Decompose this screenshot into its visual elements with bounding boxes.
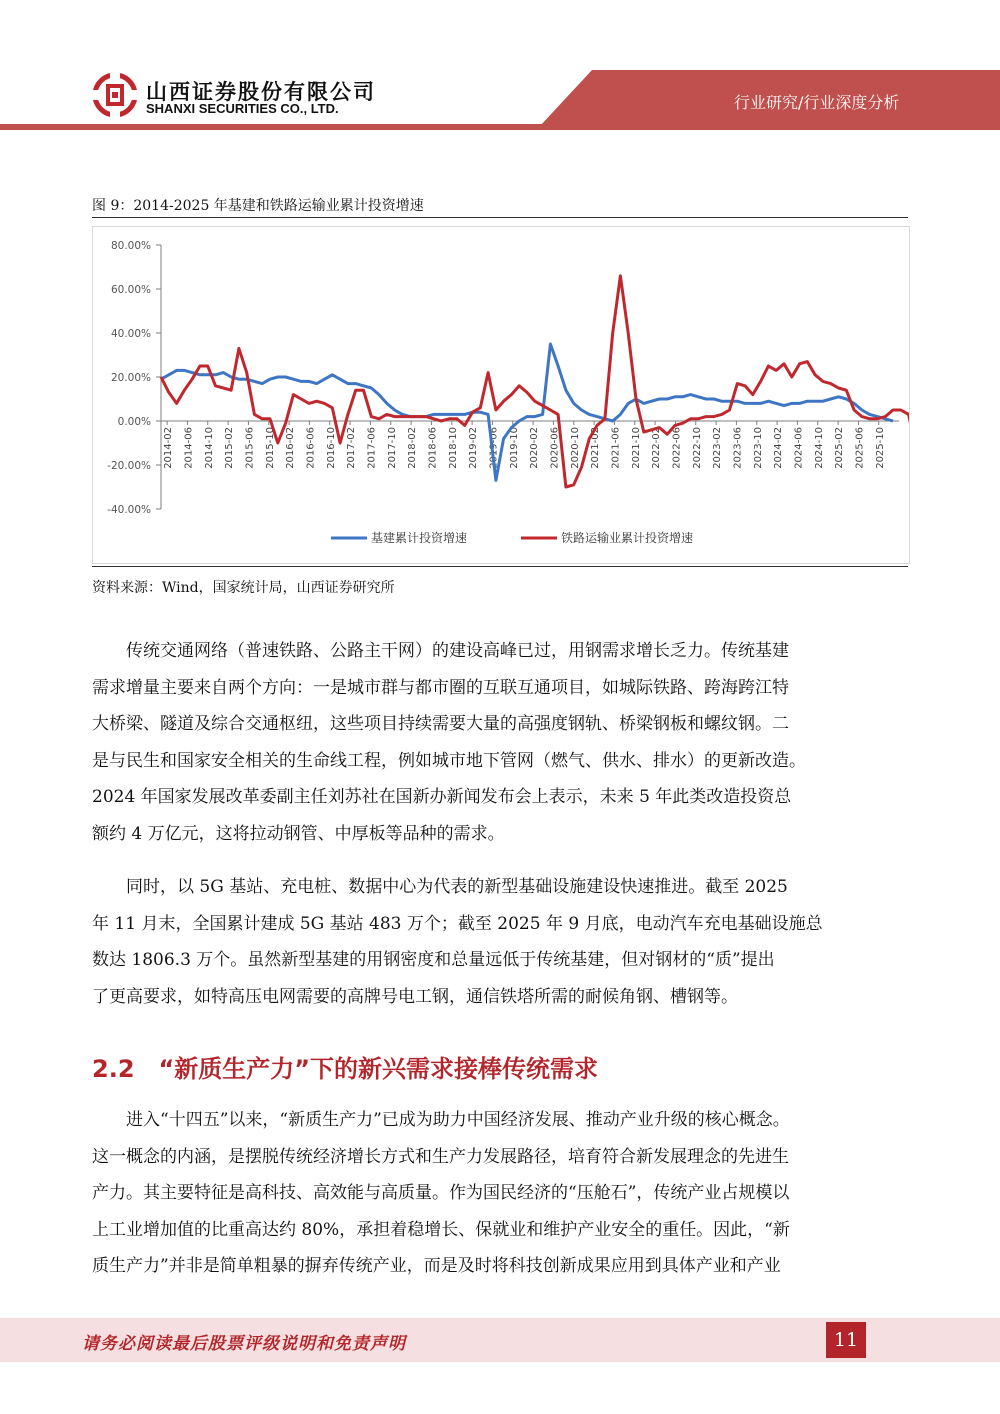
x-tick-label: 2014-10 <box>203 427 215 469</box>
legend-label: 基建累计投资增速 <box>371 531 468 545</box>
para-line: 同时，以 5G 基站、充电桩、数据中心为代表的新型基础设施建设快速推进。截至 2025 <box>92 877 788 897</box>
y-tick-label: 0.00% <box>117 416 151 428</box>
x-tick-label: 2023-06 <box>732 427 744 469</box>
x-tick-label: 2022-02 <box>651 427 663 469</box>
x-tick-label: 2014-06 <box>183 427 195 469</box>
page-number: 11 <box>826 1322 866 1358</box>
page-header <box>0 0 1000 135</box>
company-name-en: SHANXI SECURITIES CO., LTD. <box>146 101 339 116</box>
x-tick-label: 2014-02 <box>163 427 175 469</box>
x-tick-label: 2025-02 <box>834 427 846 469</box>
x-tick-label: 2025-10 <box>874 427 886 469</box>
x-tick-label: 2022-06 <box>671 427 683 469</box>
x-tick-label: 2020-06 <box>549 427 561 469</box>
x-tick-label: 2015-06 <box>244 427 256 469</box>
paragraph-new-infrastructure <box>92 869 908 1015</box>
section-heading: 2.2 “新质生产力”下的新兴需求接棒传统需求 <box>92 1055 599 1083</box>
figure-source: 资料来源：Wind，国家统计局，山西证券研究所 <box>92 580 395 596</box>
para-line: 年 11 月末，全国累计建成 5G 基站 483 万个；截至 2025 年 9 月底，电动汽车充电基础设施总 <box>92 913 823 934</box>
x-tick-label: 2019-06 <box>488 427 500 469</box>
para-line: 了更高要求，如特高压电网需要的高牌号电工钢，通信铁塔所需的耐候角钢、槽钢等。 <box>92 986 738 1007</box>
footer-disclaimer: 请务必阅读最后股票评级说明和免责声明 <box>82 1334 406 1354</box>
chart-container <box>92 226 910 564</box>
figure-top-rule <box>92 217 908 218</box>
para-line: 大桥梁、隧道及综合交通枢纽，这些项目持续需要大量的高强度钢轨、桥梁钢板和螺纹钢。二 <box>92 714 789 734</box>
para-line: 数达 1806.3 万个。虽然新型基建的用钢密度和总量远低于传统基建，但对钢材的“质”提出 <box>92 950 775 970</box>
report-category: 行业研究/行业深度分析 <box>734 93 900 112</box>
x-tick-label: 2018-06 <box>427 427 439 469</box>
x-tick-label: 2017-10 <box>386 427 398 469</box>
x-tick-label: 2017-06 <box>366 427 378 469</box>
x-tick-label: 2024-02 <box>773 427 785 469</box>
para-line: 产力。其主要特征是高科技、高效能与高质量。作为国民经济的“压舱石”，传统产业占规模以 <box>92 1183 790 1203</box>
x-tick-label: 2024-06 <box>793 427 805 469</box>
company-name-cn: 山西证券股份有限公司 <box>146 80 376 104</box>
para-line: 额约 4 万亿元，这将拉动钢管、中厚板等品种的需求。 <box>92 823 505 844</box>
x-tick-label: 2022-10 <box>691 427 703 469</box>
y-tick-label: -20.00% <box>107 460 151 472</box>
x-tick-label: 2023-10 <box>752 427 764 469</box>
figure-bottom-rule <box>92 566 908 567</box>
y-tick-label: -40.00% <box>107 504 151 516</box>
paragraph-traditional-infrastructure <box>92 633 908 852</box>
para-line: 2024 年国家发展改革委副主任刘苏社在国新办新闻发布会上表示，未来 5 年此类改造投资总 <box>92 787 792 807</box>
x-tick-label: 2021-10 <box>630 427 642 469</box>
line-chart <box>93 227 909 563</box>
para-line: 进入“十四五”以来，“新质生产力”已成为助力中国经济发展、推动产业升级的核心概念。 <box>92 1110 790 1130</box>
x-tick-label: 2021-02 <box>590 426 602 469</box>
y-tick-label: 40.00% <box>110 328 151 340</box>
para-line: 需求增量主要来自两个方向：一是城市群与都市圈的互联互通项目，如城际铁路、跨海跨江特 <box>92 677 789 698</box>
x-tick-label: 2015-02 <box>224 427 236 469</box>
x-tick-label: 2020-02 <box>529 427 541 469</box>
para-line: 传统交通网络（普速铁路、公路主干网）的建设高峰已过，用钢需求增长乏力。传统基建 <box>92 641 789 661</box>
x-tick-label: 2016-06 <box>305 427 317 469</box>
company-logo-icon <box>92 72 138 118</box>
x-tick-label: 2019-02 <box>468 427 480 469</box>
legend-label: 铁路运输业累计投资增速 <box>561 531 694 545</box>
x-tick-label: 2025-06 <box>854 427 866 469</box>
para-line: 这一概念的内涵，是摆脱传统经济增长方式和生产力发展路径，培育符合新发展理念的先进生 <box>92 1146 789 1167</box>
y-tick-label: 20.00% <box>110 372 151 384</box>
para-line: 是与民生和国家安全相关的生命线工程，例如城市地下管网（燃气、供水、排水）的更新改造。 <box>92 750 806 771</box>
para-line: 上工业增加值的比重高达约 80%，承担着稳增长、保就业和维护产业安全的重任。因此，“新 <box>92 1219 790 1240</box>
x-tick-label: 2018-10 <box>447 427 459 469</box>
para-line: 质生产力”并非是简单粗暴的摒弃传统产业，而是及时将科技创新成果应用到具体产业和产业 <box>92 1256 781 1276</box>
x-tick-label: 2016-02 <box>285 427 297 469</box>
x-tick-label: 2015-10 <box>264 427 276 469</box>
x-tick-label: 2019-10 <box>508 427 520 469</box>
x-tick-label: 2017-02 <box>346 427 358 469</box>
x-tick-label: 2024-10 <box>813 427 825 469</box>
x-tick-label: 2023-02 <box>712 427 724 469</box>
y-tick-label: 80.00% <box>110 240 151 252</box>
y-tick-label: 60.00% <box>110 284 151 296</box>
x-tick-label: 2018-02 <box>407 427 419 469</box>
figure-title: 图 9：2014-2025 年基建和铁路运输业累计投资增速 <box>92 198 424 214</box>
paragraph-new-productive-forces <box>92 1102 908 1285</box>
x-tick-label: 2016-10 <box>325 427 337 469</box>
x-tick-label: 2020-10 <box>569 427 581 469</box>
x-tick-label: 2021-06 <box>610 427 622 469</box>
